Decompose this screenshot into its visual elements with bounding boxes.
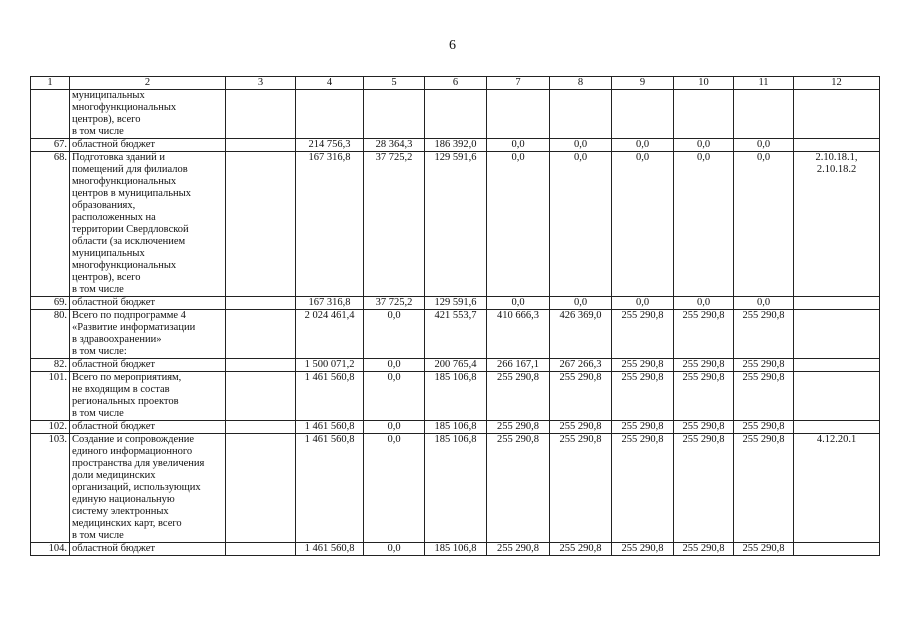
table-body — [31, 90, 880, 556]
col-5-value: 37 725,2 — [364, 152, 425, 297]
col-10-value: 255 290,8 — [674, 434, 734, 543]
col-11-value: 255 290,8 — [734, 543, 794, 556]
table-row — [31, 359, 880, 372]
row-number: 103. — [31, 434, 70, 543]
col-8-value: 0,0 — [550, 152, 612, 297]
row-number: 101. — [31, 372, 70, 421]
column-header: 10 — [674, 77, 734, 90]
col-3-value — [226, 359, 296, 372]
col-9-value: 255 290,8 — [612, 434, 674, 543]
col-4-value: 1 461 560,8 — [296, 434, 364, 543]
col-6-value: 185 106,8 — [425, 434, 487, 543]
col-11-value: 0,0 — [734, 152, 794, 297]
table-row — [31, 90, 880, 139]
table-row — [31, 297, 880, 310]
col-3-value — [226, 139, 296, 152]
col-5-value: 28 364,3 — [364, 139, 425, 152]
col-6-value — [425, 90, 487, 139]
col-3-value — [226, 297, 296, 310]
col-3-value — [226, 90, 296, 139]
col-8-value: 255 290,8 — [550, 372, 612, 421]
row-number: 102. — [31, 421, 70, 434]
row-number: 82. — [31, 359, 70, 372]
col-12-value — [794, 90, 880, 139]
col-6-value: 421 553,7 — [425, 310, 487, 359]
column-header: 1 — [31, 77, 70, 90]
col-4-value: 1 461 560,8 — [296, 421, 364, 434]
col-10-value: 0,0 — [674, 139, 734, 152]
col-5-value: 0,0 — [364, 434, 425, 543]
col-10-value: 255 290,8 — [674, 543, 734, 556]
row-number: 68. — [31, 152, 70, 297]
row-number: 67. — [31, 139, 70, 152]
col-3-value — [226, 434, 296, 543]
col-10-value: 0,0 — [674, 152, 734, 297]
col-11-value — [734, 90, 794, 139]
col-12-value — [794, 421, 880, 434]
col-7-value: 266 167,1 — [487, 359, 550, 372]
col-4-value: 167 316,8 — [296, 297, 364, 310]
col-8-value: 255 290,8 — [550, 434, 612, 543]
row-name: областной бюджет — [70, 359, 226, 372]
col-10-value: 255 290,8 — [674, 359, 734, 372]
col-9-value: 255 290,8 — [612, 543, 674, 556]
col-10-value: 255 290,8 — [674, 372, 734, 421]
col-11-value: 255 290,8 — [734, 310, 794, 359]
col-6-value: 185 106,8 — [425, 421, 487, 434]
col-3-value — [226, 372, 296, 421]
col-4-value: 167 316,8 — [296, 152, 364, 297]
col-3-value — [226, 543, 296, 556]
col-12-value — [794, 359, 880, 372]
col-12-value — [794, 310, 880, 359]
row-name: областной бюджет — [70, 139, 226, 152]
row-name: муниципальных многофункциональных центров), всего в том числе — [70, 90, 226, 139]
col-9-value: 255 290,8 — [612, 310, 674, 359]
col-10-value: 0,0 — [674, 297, 734, 310]
col-9-value: 0,0 — [612, 297, 674, 310]
column-header: 9 — [612, 77, 674, 90]
table-row — [31, 421, 880, 434]
col-8-value: 0,0 — [550, 139, 612, 152]
col-9-value: 0,0 — [612, 139, 674, 152]
col-12-value: 2.10.18.1, 2.10.18.2 — [794, 152, 880, 297]
column-header: 7 — [487, 77, 550, 90]
col-9-value: 0,0 — [612, 152, 674, 297]
col-6-value: 186 392,0 — [425, 139, 487, 152]
col-9-value: 255 290,8 — [612, 359, 674, 372]
col-9-value — [612, 90, 674, 139]
col-12-value — [794, 372, 880, 421]
col-5-value: 0,0 — [364, 372, 425, 421]
column-header: 11 — [734, 77, 794, 90]
col-5-value: 0,0 — [364, 421, 425, 434]
row-number: 104. — [31, 543, 70, 556]
col-7-value: 255 290,8 — [487, 543, 550, 556]
row-number: 69. — [31, 297, 70, 310]
col-6-value: 185 106,8 — [425, 372, 487, 421]
col-6-value: 129 591,6 — [425, 297, 487, 310]
col-11-value: 255 290,8 — [734, 372, 794, 421]
col-10-value: 255 290,8 — [674, 310, 734, 359]
table-row — [31, 310, 880, 359]
column-header: 3 — [226, 77, 296, 90]
col-4-value — [296, 90, 364, 139]
col-10-value: 255 290,8 — [674, 421, 734, 434]
col-8-value: 255 290,8 — [550, 421, 612, 434]
table-row — [31, 139, 880, 152]
col-11-value: 255 290,8 — [734, 359, 794, 372]
row-name: областной бюджет — [70, 543, 226, 556]
table-row — [31, 372, 880, 421]
header-row — [31, 77, 880, 90]
col-3-value — [226, 310, 296, 359]
table-row — [31, 543, 880, 556]
col-12-value — [794, 297, 880, 310]
col-7-value: 410 666,3 — [487, 310, 550, 359]
col-8-value: 426 369,0 — [550, 310, 612, 359]
col-8-value: 267 266,3 — [550, 359, 612, 372]
col-5-value: 37 725,2 — [364, 297, 425, 310]
row-name: Подготовка зданий и помещений для филиалов многофункциональных центров в муниципальных образованиях, расположенных на территории Свердловской области (за исключением муниципальных многофункциональных центров), всего в том числе — [70, 152, 226, 297]
col-3-value — [226, 421, 296, 434]
row-name: Всего по мероприятиям, не входящим в состав региональных проектов в том числе — [70, 372, 226, 421]
col-7-value: 0,0 — [487, 297, 550, 310]
row-number — [31, 90, 70, 139]
col-7-value: 0,0 — [487, 152, 550, 297]
row-number: 80. — [31, 310, 70, 359]
col-11-value: 255 290,8 — [734, 421, 794, 434]
col-11-value: 0,0 — [734, 139, 794, 152]
row-name: областной бюджет — [70, 297, 226, 310]
col-6-value: 129 591,6 — [425, 152, 487, 297]
table-row — [31, 152, 880, 297]
row-name: областной бюджет — [70, 421, 226, 434]
col-5-value: 0,0 — [364, 543, 425, 556]
col-12-value — [794, 543, 880, 556]
row-name: Всего по подпрограмме 4 «Развитие информатизации в здравоохранении» в том числе: — [70, 310, 226, 359]
col-7-value: 255 290,8 — [487, 421, 550, 434]
col-3-value — [226, 152, 296, 297]
col-6-value: 200 765,4 — [425, 359, 487, 372]
col-4-value: 2 024 461,4 — [296, 310, 364, 359]
col-9-value: 255 290,8 — [612, 372, 674, 421]
col-11-value: 0,0 — [734, 297, 794, 310]
table-row — [31, 434, 880, 543]
col-10-value — [674, 90, 734, 139]
col-8-value: 255 290,8 — [550, 543, 612, 556]
col-5-value: 0,0 — [364, 359, 425, 372]
col-7-value: 0,0 — [487, 139, 550, 152]
col-11-value: 255 290,8 — [734, 434, 794, 543]
column-header: 5 — [364, 77, 425, 90]
column-header: 8 — [550, 77, 612, 90]
col-4-value: 1 461 560,8 — [296, 372, 364, 421]
col-7-value: 255 290,8 — [487, 372, 550, 421]
column-header: 4 — [296, 77, 364, 90]
col-5-value: 0,0 — [364, 310, 425, 359]
column-header: 6 — [425, 77, 487, 90]
col-5-value — [364, 90, 425, 139]
col-8-value — [550, 90, 612, 139]
col-6-value: 185 106,8 — [425, 543, 487, 556]
col-4-value: 214 756,3 — [296, 139, 364, 152]
column-header: 12 — [794, 77, 880, 90]
col-12-value — [794, 139, 880, 152]
column-header: 2 — [70, 77, 226, 90]
col-12-value: 4.12.20.1 — [794, 434, 880, 543]
col-7-value — [487, 90, 550, 139]
col-4-value: 1 500 071,2 — [296, 359, 364, 372]
page-number: 6 — [449, 38, 456, 53]
col-8-value: 0,0 — [550, 297, 612, 310]
budget-table — [30, 76, 880, 556]
col-7-value: 255 290,8 — [487, 434, 550, 543]
row-name: Создание и сопровождение единого информационного пространства для увеличения доли медицинских организаций, использующих единую национальную систему электронных медицинских карт, всего в том числе — [70, 434, 226, 543]
col-4-value: 1 461 560,8 — [296, 543, 364, 556]
col-9-value: 255 290,8 — [612, 421, 674, 434]
